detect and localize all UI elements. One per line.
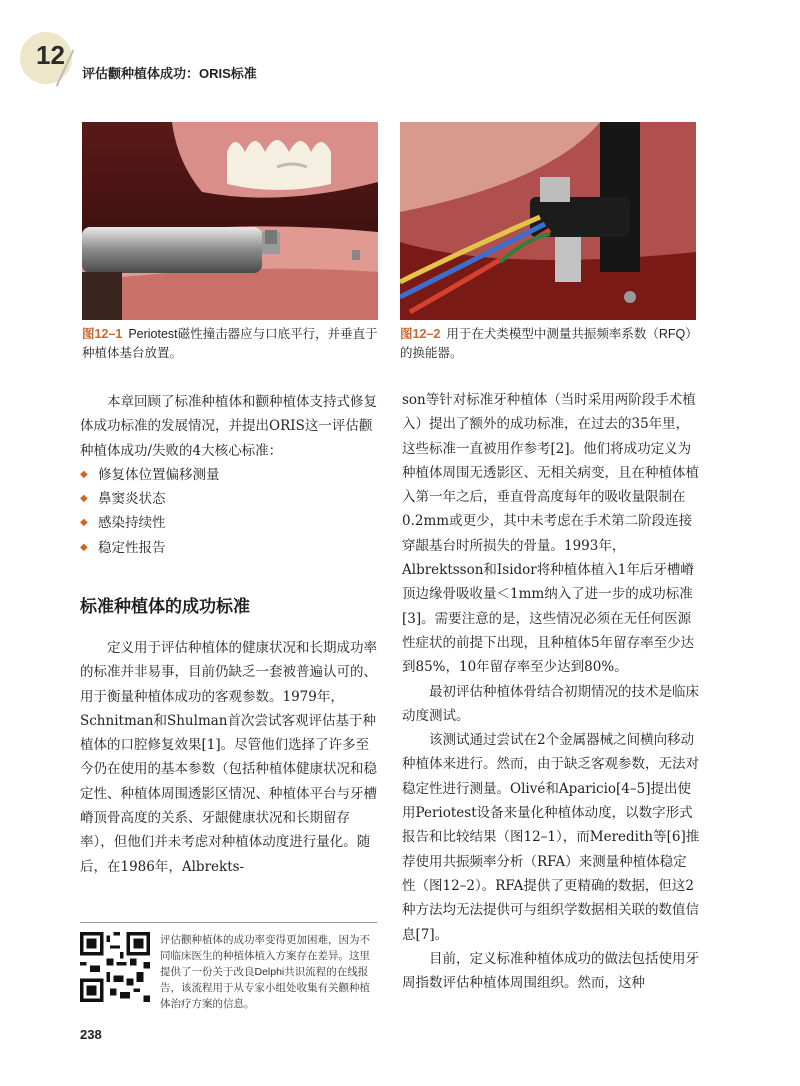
body-paragraph: 目前，定义标准种植体成功的做法包括使用牙周指数评估种植体周围组织。然而，这种 (402, 950, 699, 992)
bullet-icon: ◆ (80, 517, 88, 529)
figure-12-2-caption (400, 325, 700, 363)
figure-label: 图12–1 (82, 327, 123, 341)
bullet-text: 修复体位置偏移测量 (98, 466, 220, 483)
figure-12-2-photo (400, 122, 696, 320)
divider (80, 922, 377, 923)
page-number: 238 (80, 1027, 102, 1042)
list-item (80, 463, 378, 487)
figure-12-1-caption (82, 325, 382, 363)
body-paragraph: son等针对标准牙种植体（当时采用两阶段手术植入）提出了额外的成功标准，在过去的35年里，这些标准一直被用作参考[2]。他们将成功定义为种植体周围无透影区、无相关病变，且在种植体植入第一年之后，垂直骨高度每年的吸收量限制在0.2mm或更少，其中未考虑在手术第二阶段连接穿龈基台时所损失的骨量。1993年，Albrektsson和Isidor将种植体植入1年后牙槽嵴顶边缘骨吸收量＜1mm纳入了进一步的成功标准[3]。需要注意的是，这些情况必须在无任何医源性症状的前提下出现，且种植体5年留存率至少达到85%，10年留存率至少达到80%。 (402, 392, 699, 676)
caption-text: 用于在犬类模型中测量共振频率系数（RFQ）的换能器。 (400, 327, 698, 360)
caption-text: Periotest磁性撞击器应与口底平行，并垂直于种植体基台放置。 (82, 327, 378, 360)
section-heading: 标准种植体的成功标准 (80, 597, 250, 617)
bullet-text: 鼻窦炎状态 (98, 491, 166, 508)
list-item (80, 536, 378, 560)
body-paragraph: 最初评估种植体骨结合初期情况的技术是临床动度测试。 (402, 683, 699, 724)
qr-code[interactable] (80, 932, 150, 1002)
bullet-text: 稳定性报告 (98, 539, 166, 556)
body-paragraph: 定义用于评估种植体的健康状况和长期成功率的标准并非易事，目前仍缺乏一套被普遍认可的、用于衡量种植体成功的客观参数。1979年，Schnitman和Shulman首次尝试客观评估基于种植体的口腔修复效果[1]。尽管他们选择了许多至今仍在使用的基本参数（包括种植体健康状况和稳定性、种植体周围透影区情况、种植体平台与牙槽嵴顶骨高度的关系、牙龈健康状况和长期留存率），但他们并未考虑对种植体动度进行量化。随后，在1986年，Albrekts- (80, 640, 377, 875)
bullet-icon: ◆ (80, 541, 88, 553)
bullet-icon: ◆ (80, 493, 88, 505)
figure-12-1-photo (82, 122, 378, 320)
left-column-intro (80, 390, 378, 560)
right-column (402, 388, 700, 995)
chapter-title: 评估颧种植体成功：ORIS标准 (82, 66, 257, 81)
qr-note: 评估颧种植体的成功率变得更加困难，因为不同临床医生的种植体植入方案存在差异。这里提供了一份关于改良Delphi共识流程的在线报告，该流程用于从专家小组处收集有关颧种植体治疗方案的信息。 (160, 934, 370, 1010)
figure-label: 图12–2 (400, 327, 441, 341)
list-item (80, 511, 378, 535)
body-paragraph: 该测试通过尝试在2个金属器械之间横向移动种植体来进行。然而，由于缺乏客观参数，无法对稳定性进行测量。Olivé和Aparicio[4–5]提出使用Periotest设备来量化种植体动度，以数字形式报告和比较结果（图12–1），而Meredith等[6]推荐使用共振频率分析（RFA）来测量种植体稳定性（图12–2）。RFA提供了更精确的数据，但这2种方法均无法提供可与组织学数据相关联的数值信息[7]。 (402, 732, 700, 943)
left-column-body (80, 636, 378, 879)
intro-paragraph: 本章回顾了标准种植体和颧种植体支持式修复体成功标准的发展情况，并提出ORIS这一评估颧种植体成功/失败的4大核心标准： (80, 394, 377, 459)
bullet-icon: ◆ (80, 468, 88, 480)
list-item (80, 487, 378, 511)
chapter-number: 12 (36, 40, 65, 70)
bullet-text: 感染持续性 (98, 515, 166, 532)
